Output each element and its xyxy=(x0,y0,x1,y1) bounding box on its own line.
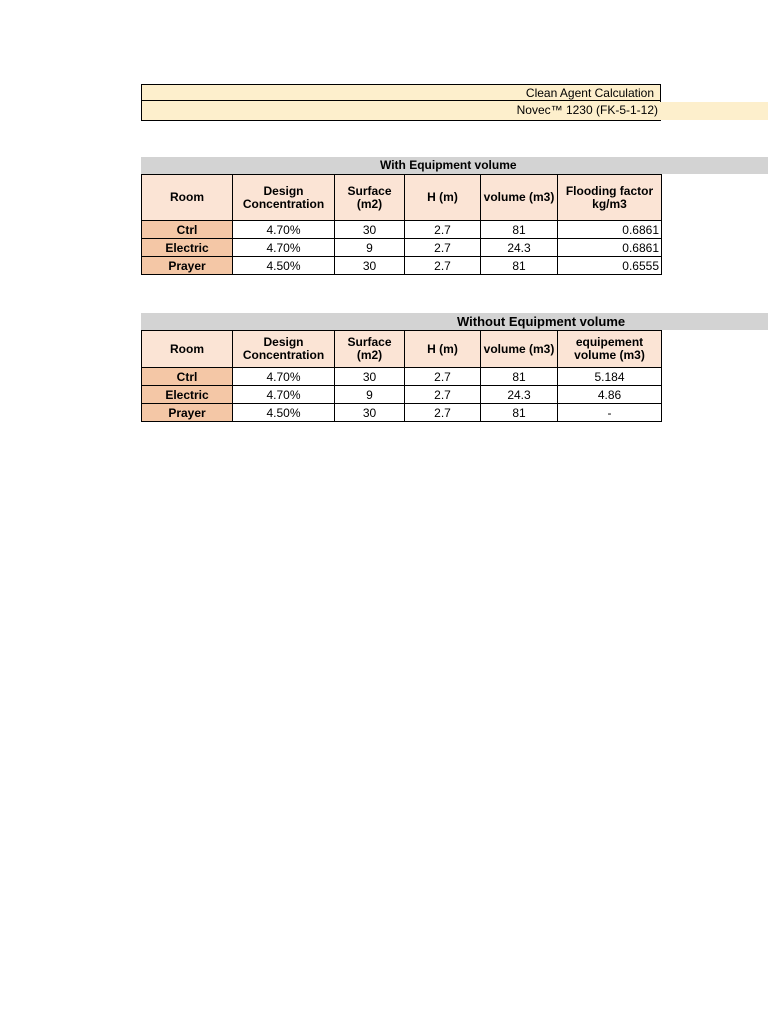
volume-cell: 81 xyxy=(481,221,558,239)
col-header-concentration: Design Concentration xyxy=(233,331,335,368)
concentration-cell: 4.50% xyxy=(233,257,335,275)
table-row xyxy=(142,368,662,386)
surface-cell: 9 xyxy=(335,386,405,404)
col-header-volume: volume (m3) xyxy=(481,331,558,368)
col-header-equipment-volume: equipement volume (m3) xyxy=(558,331,662,368)
height-cell: 2.7 xyxy=(405,239,481,257)
room-cell: Prayer xyxy=(142,257,233,275)
room-cell: Electric xyxy=(142,239,233,257)
concentration-cell: 4.50% xyxy=(233,404,335,422)
col-header-surface: Surface (m2) xyxy=(335,331,405,368)
height-cell: 2.7 xyxy=(405,257,481,275)
table-row xyxy=(142,386,662,404)
col-header-height: H (m) xyxy=(405,175,481,221)
surface-cell: 30 xyxy=(335,221,405,239)
volume-cell: 24.3 xyxy=(481,239,558,257)
with-equipment-band xyxy=(141,157,768,174)
concentration-cell: 4.70% xyxy=(233,368,335,386)
col-header-height: H (m) xyxy=(405,331,481,368)
concentration-cell: 4.70% xyxy=(233,221,335,239)
with-equipment-heading: With Equipment volume xyxy=(380,158,517,172)
flooding-factor-cell: 0.6861 xyxy=(558,221,662,239)
table-row xyxy=(142,257,662,275)
without-equipment-band xyxy=(141,313,768,330)
title-row-1 xyxy=(141,84,661,101)
title-row-2-extension xyxy=(660,102,768,120)
equipment-volume-cell: - xyxy=(558,404,662,422)
room-cell: Ctrl xyxy=(142,221,233,239)
surface-cell: 30 xyxy=(335,404,405,422)
surface-cell: 30 xyxy=(335,257,405,275)
equipment-volume-cell: 4.86 xyxy=(558,386,662,404)
col-header-surface: Surface (m2) xyxy=(335,175,405,221)
volume-cell: 81 xyxy=(481,257,558,275)
table-row xyxy=(142,239,662,257)
volume-cell: 24.3 xyxy=(481,386,558,404)
height-cell: 2.7 xyxy=(405,368,481,386)
height-cell: 2.7 xyxy=(405,386,481,404)
room-cell: Prayer xyxy=(142,404,233,422)
height-cell: 2.7 xyxy=(405,404,481,422)
with-equipment-table xyxy=(141,174,662,275)
col-header-volume: volume (m3) xyxy=(481,175,558,221)
without-equipment-table xyxy=(141,330,662,422)
flooding-factor-cell: 0.6555 xyxy=(558,257,662,275)
volume-cell: 81 xyxy=(481,368,558,386)
table-row xyxy=(142,404,662,422)
room-cell: Electric xyxy=(142,386,233,404)
without-equipment-heading: Without Equipment volume xyxy=(457,314,626,329)
equipment-volume-cell: 5.184 xyxy=(558,368,662,386)
concentration-cell: 4.70% xyxy=(233,386,335,404)
col-header-room: Room xyxy=(142,175,233,221)
surface-cell: 9 xyxy=(335,239,405,257)
title-calculation: Clean Agent Calculation xyxy=(525,86,654,100)
volume-cell: 81 xyxy=(481,404,558,422)
flooding-factor-cell: 0.6861 xyxy=(558,239,662,257)
col-header-concentration: Design Concentration xyxy=(233,175,335,221)
table-header-row xyxy=(142,175,662,221)
table-header-row xyxy=(142,331,662,368)
height-cell: 2.7 xyxy=(405,221,481,239)
table-row xyxy=(142,221,662,239)
room-cell: Ctrl xyxy=(142,368,233,386)
col-header-room: Room xyxy=(142,331,233,368)
surface-cell: 30 xyxy=(335,368,405,386)
col-header-flooding-factor: Flooding factor kg/m3 xyxy=(558,175,662,221)
title-agent: Novec™ 1230 (FK-5-1-12) xyxy=(516,103,658,117)
concentration-cell: 4.70% xyxy=(233,239,335,257)
title-row-2 xyxy=(141,101,661,121)
